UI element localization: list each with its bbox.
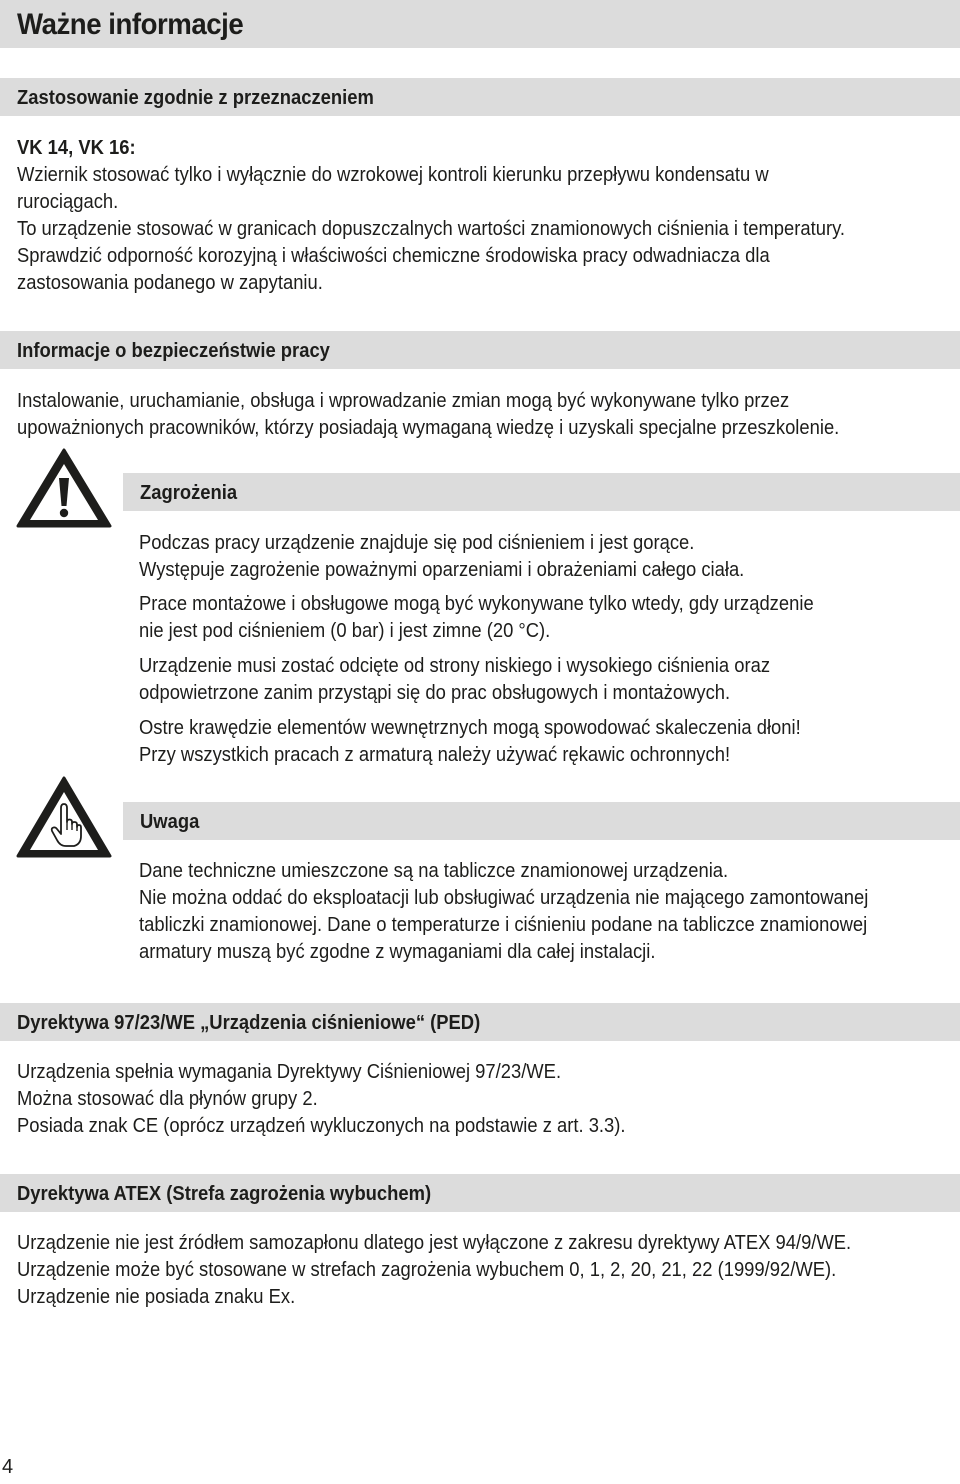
danger-heading-bar xyxy=(123,473,960,511)
attention-line: Dane techniczne umieszczone są na tabliczce znamionowej urządzenia. xyxy=(139,860,729,882)
intended-use-heading-bar xyxy=(0,78,960,116)
atex-line: Urządzenie nie jest źródłem samozapłonu dlatego jest wyłączone z zakresu dyrektywy ATEX 94/9/WE. xyxy=(17,1232,852,1254)
ped-line: Posiada znak CE (oprócz urządzeń wykluczonych na podstawie z art. 3.3). xyxy=(17,1115,626,1137)
intended-use-heading: Zastosowanie zgodnie z przeznaczeniem xyxy=(17,87,374,109)
page-title-bar xyxy=(0,0,960,48)
attention-heading-bar xyxy=(123,802,960,840)
intended-use-line: Wziernik stosować tylko i wyłącznie do wzrokowej kontroli kierunku przepływu kondensatu w xyxy=(17,164,769,186)
ped-line: Można stosować dla płynów grupy 2. xyxy=(17,1088,318,1110)
atex-heading: Dyrektywa ATEX (Strefa zagrożenia wybuchem) xyxy=(17,1183,432,1205)
models-label: VK 14, VK 16: xyxy=(17,137,136,159)
attention-line: tabliczki znamionowej. Dane o temperaturze i ciśnieniu podane na tabliczce znamionowej xyxy=(139,914,868,936)
hand-warning-icon xyxy=(14,774,114,860)
danger-line: Podczas pracy urządzenie znajduje się pod ciśnieniem i jest gorące. xyxy=(139,532,695,554)
danger-line: Prace montażowe i obsługowe mogą być wykonywane tylko wtedy, gdy urządzenie xyxy=(139,593,814,615)
safety-line: Instalowanie, uruchamianie, obsługa i wprowadzanie zmian mogą być wykonywane tylko przez xyxy=(17,390,790,412)
atex-line: Urządzenie może być stosowane w strefach zagrożenia wybuchem 0, 1, 2, 20, 21, 22 (1999/92/WE). xyxy=(17,1259,837,1281)
safety-heading: Informacje o bezpieczeństwie pracy xyxy=(17,340,330,362)
danger-line: Występuje zagrożenie poważnymi oparzeniami i obrażeniami całego ciała. xyxy=(139,559,745,581)
danger-line: nie jest pod ciśnieniem (0 bar) i jest zimne (20 °C). xyxy=(139,620,551,642)
safety-line: upoważnionych pracowników, którzy posiadają wymaganą wiedzę i uzyskali specjalne przeszkolenie. xyxy=(17,417,840,439)
page-number: 4 xyxy=(2,1456,14,1478)
danger-line: Przy wszystkich pracach z armaturą należy używać rękawic ochronnych! xyxy=(139,744,731,766)
intended-use-line: To urządzenie stosować w granicach dopuszczalnych wartości znamionowych ciśnienia i temperatury. xyxy=(17,218,846,240)
danger-line: odpowietrzone zanim przystąpi się do prac obsługowych i montażowych. xyxy=(139,682,731,704)
page-title: Ważne informacje xyxy=(17,8,244,41)
danger-line: Ostre krawędzie elementów wewnętrznych mogą spowodować skaleczenia dłoni! xyxy=(139,717,801,739)
intended-use-line: Sprawdzić odporność korozyjną i właściwości chemiczne środowiska pracy odwadniacza dla xyxy=(17,245,770,267)
attention-heading: Uwaga xyxy=(140,811,200,833)
ped-heading-bar xyxy=(0,1003,960,1041)
intended-use-line: zastosowania podanego w zapytaniu. xyxy=(17,272,323,294)
warning-triangle-icon xyxy=(14,446,114,530)
attention-line: Nie można oddać do eksploatacji lub obsługiwać urządzenia nie mającego zamontowanej xyxy=(139,887,869,909)
atex-line: Urządzenie nie posiada znaku Ex. xyxy=(17,1286,296,1308)
danger-heading: Zagrożenia xyxy=(140,482,238,504)
attention-line: armatury muszą być zgodne z wymaganiami dla całej instalacji. xyxy=(139,941,656,963)
danger-line: Urządzenie musi zostać odcięte od strony niskiego i wysokiego ciśnienia oraz xyxy=(139,655,771,677)
ped-line: Urządzenia spełnia wymagania Dyrektywy Ciśnieniowej 97/23/WE. xyxy=(17,1061,562,1083)
safety-heading-bar xyxy=(0,331,960,369)
intended-use-line: rurociągach. xyxy=(17,191,119,213)
atex-heading-bar xyxy=(0,1174,960,1212)
ped-heading: Dyrektywa 97/23/WE „Urządzenia ciśnieniowe“ (PED) xyxy=(17,1012,481,1034)
